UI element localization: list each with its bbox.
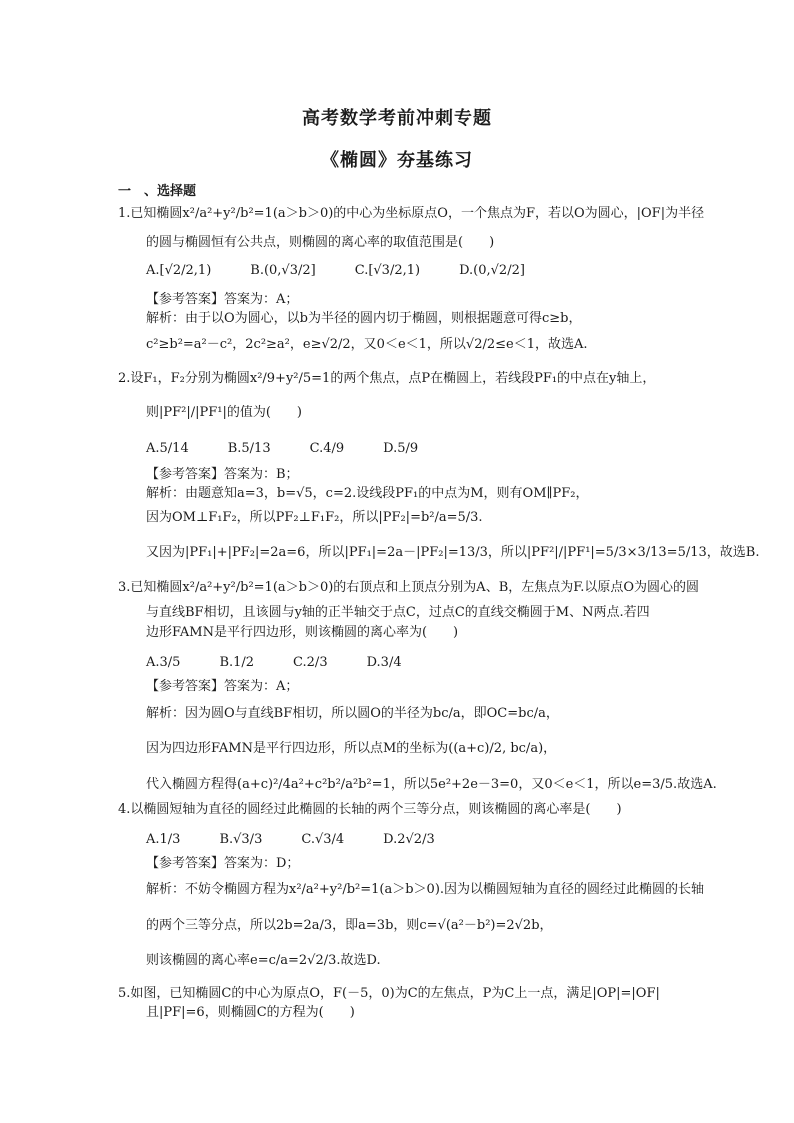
q2-stem-line1: 2.设F₁，F₂分别为椭圆x²/9+y²/5=1的两个焦点，点P在椭圆上，若线段PF₁的中点在y轴上， (118, 371, 656, 386)
q4-stem: 4.以椭圆短轴为直径的圆经过此椭圆的长轴的两个三等分点，则该椭圆的离心率是( ) (118, 802, 622, 817)
q1-solution-line2: c²≥b²=a²－c²，2c²≥a²，e≥√2/2，又0＜e＜1，所以√2/2≤e＜1，故选A. (146, 337, 588, 352)
q2-options: A.5/14 B.5/13 C.4/9 D.5/9 (146, 441, 419, 456)
q1-stem-line2: 的圆与椭圆恒有公共点，则椭圆的离心率的取值范围是( ) (146, 235, 495, 250)
q1-answer: 【参考答案】答案为：A； (146, 292, 299, 307)
q2-solution-line2: 因为OM⊥F₁F₂，所以PF₂⊥F₁F₂，所以|PF₂|=b²/a=5/3. (146, 510, 483, 525)
q3-options: A.3/5 B.1/2 C.2/3 D.3/4 (146, 655, 402, 670)
q4-solution-line3: 则该椭圆的离心率e=c/a=2√2/3.故选D. (146, 953, 381, 968)
q2-solution-line3: 又因为|PF₁|+|PF₂|=2a=6，所以|PF₁|=2a－|PF₂|=13/3，所以|PF²|/|PF¹|=5/3×3/13=5/13，故选B. (146, 545, 760, 560)
q4-options: A.1/3 B.√3/3 C.√3/4 D.2√2/3 (146, 832, 435, 847)
q1-solution-line1: 解析：由于以O为圆心，以b为半径的圆内切于椭圆，则根据题意可得c≥b， (146, 311, 582, 326)
doc-subtitle: 《椭圆》夯基练习 (321, 150, 473, 171)
q2-answer: 【参考答案】答案为：B； (146, 467, 299, 482)
section-heading: 一 、选择题 (118, 184, 197, 199)
q3-solution-line1: 解析：因为圆O与直线BF相切，所以圆O的半径为bc/a，即OC=bc/a， (146, 706, 559, 721)
q3-solution-line3: 代入椭圆方程得(a+c)²/4a²+c²b²/a²b²=1，所以5e²+2e－3=0，又0＜e＜1，所以e=3/5.故选A. (146, 777, 717, 792)
q3-answer: 【参考答案】答案为：A； (146, 679, 299, 694)
q2-solution-line1: 解析：由题意知a=3，b=√5，c=2.设线段PF₁的中点为M，则有OM∥PF₂， (146, 486, 589, 501)
q3-solution-line2: 因为四边形FAMN是平行四边形，所以点M的坐标为((a+c)/2, bc/a)， (146, 741, 557, 756)
q1-stem-line1: 1.已知椭圆x²/a²+y²/b²=1(a＞b＞0)的中心为坐标原点O，一个焦点为F，若以O为圆心，|OF|为半径 (118, 206, 705, 221)
q1-options: A.[√2/2,1) B.(0,√3/2] C.[√3/2,1) D.(0,√2/2] (146, 263, 525, 278)
q4-solution-line1: 解析：不妨令椭圆方程为x²/a²+y²/b²=1(a＞b＞0).因为以椭圆短轴为直径的圆经过此椭圆的长轴 (146, 882, 705, 897)
q3-stem-line3: 边形FAMN是平行四边形，则该椭圆的离心率为( ) (146, 625, 459, 640)
q4-solution-line2: 的两个三等分点，所以2b=2a/3，即a=3b，则c=√(a²－b²)=2√2b， (146, 918, 553, 933)
q2-stem-line2: 则|PF²|/|PF¹|的值为( ) (146, 405, 303, 420)
q3-stem-line1: 3.已知椭圆x²/a²+y²/b²=1(a＞b＞0)的右顶点和上顶点分别为A、B，左焦点为F.以原点O为圆心的圆 (118, 580, 700, 595)
q5-stem-line2: 且|PF|=6，则椭圆C的方程为( ) (146, 1005, 355, 1020)
q3-stem-line2: 与直线BF相切，且该圆与y轴的正半轴交于点C，过点C的直线交椭圆于M、N两点.若四 (146, 605, 650, 620)
q5-stem-line1: 5.如图，已知椭圆C的中心为原点O，F(－5，0)为C的左焦点，P为C上一点，满足|OP|=|OF| (118, 986, 660, 1001)
doc-title: 高考数学考前冲刺专题 (302, 108, 492, 129)
q4-answer: 【参考答案】答案为：D； (146, 856, 300, 871)
